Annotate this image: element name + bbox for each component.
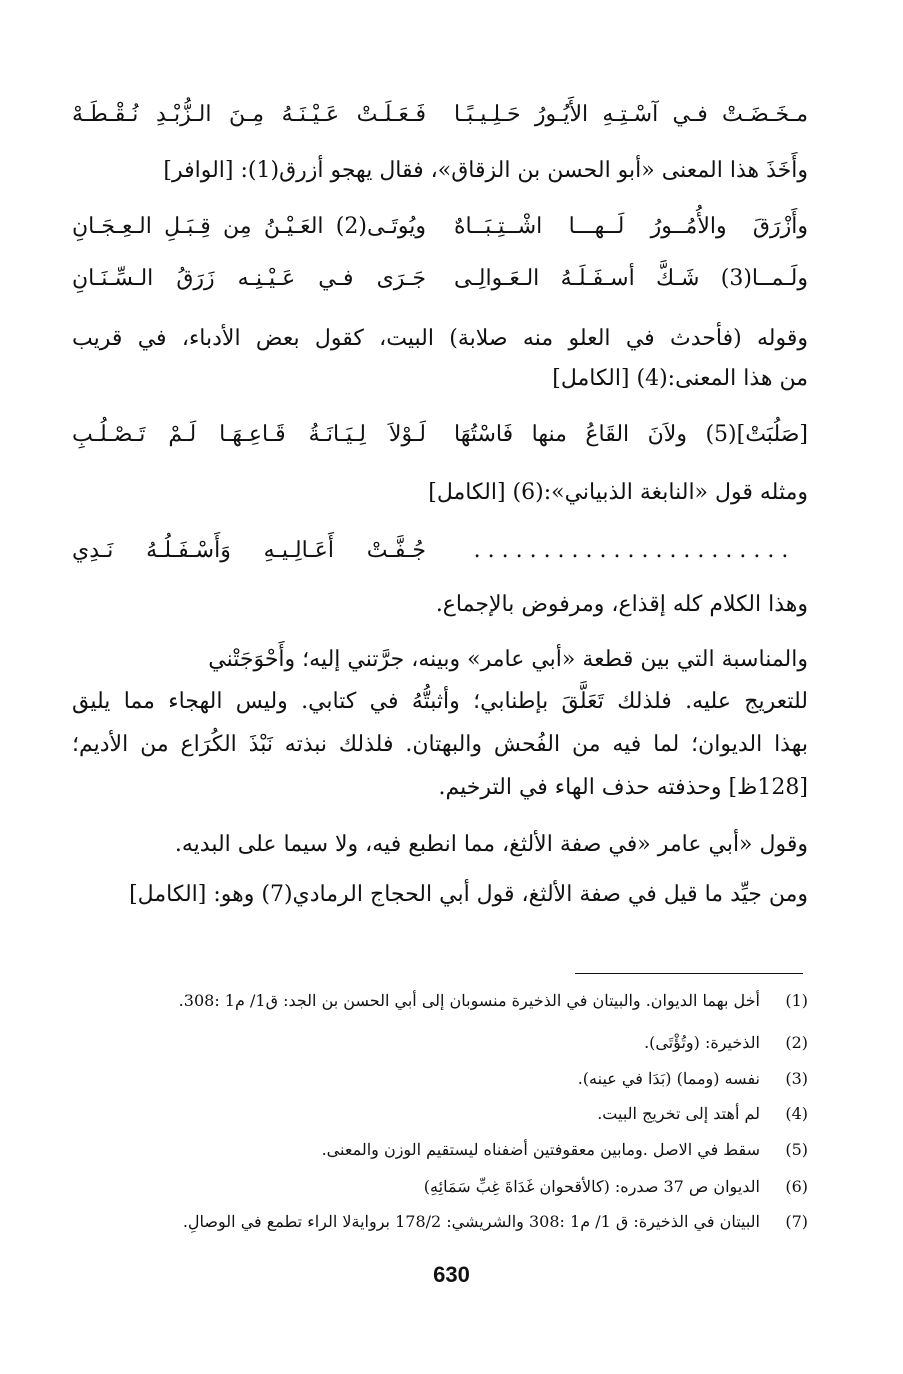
prose-line: وقوله (فأحدث في العلو منه صلابة) البيت، كقول بعض الأدباء، في قريب — [72, 326, 808, 351]
prose-line: ومن جيِّد ما قيل في صفة الألثغ، قول أبي الحجاج الرمادي(7) وهو: [الكامل] — [129, 882, 808, 907]
prose-line: ومثله قول «النابغة الذبياني»:(6) [الكامل] — [428, 480, 808, 505]
prose-line: وهذا الكلام كله إقذاع، ومرفوض بالإجماع. — [435, 592, 808, 617]
verse-line-5 — [72, 536, 808, 566]
footnote — [100, 1176, 808, 1198]
verse-line-4 — [72, 420, 808, 450]
footnote — [100, 1103, 808, 1125]
footnote-number: (6) — [785, 1177, 808, 1196]
footnote-text: أخل بهما الديوان. والبيتان في الذخيرة منسوبان إلى أبي الحسن بن الجد: ق1/ م1 :308. — [178, 991, 760, 1010]
prose-line: من هذا المعنى:(4) [الكامل] — [552, 366, 808, 391]
prose-line: بهذا الديوان؛ لما فيه من الفُحش والبهتان. فلذلك نبذته نَبْذَ الكُرَاع من الأديم؛ — [72, 732, 808, 757]
footnote-number: (7) — [785, 1212, 808, 1231]
verse-hemistich-second: لَـوْلاَ لِـيَـانَـةُ قَـاعِـهَـا لَـمْ تَـصْـلُـبِ — [72, 422, 426, 447]
footnote-number: (1) — [785, 991, 808, 1010]
verse-line-2 — [72, 212, 808, 242]
footnote-text: لم أهتد إلى تخريج البيت. — [597, 1104, 760, 1123]
footnote — [100, 990, 808, 1012]
footnote — [100, 1139, 808, 1161]
verse-hemistich-second: جَـرَى فـي عَـيْـنِـه زَرَقُ الـسِّـنَـانِ — [72, 266, 426, 291]
verse-hemistich-second: فَـعَـلَـتْ عَـيْـنَـهُ مِـنَ الـزُّبْـدِ نُـقْـطَـهْ — [72, 102, 426, 127]
footnote-number: (3) — [785, 1069, 808, 1088]
footnote-text: الذخيرة: (وتُؤْتَى). — [644, 1033, 760, 1052]
prose-line: والمناسبة التي بين قطعة «أبي عامر» وبينه، جرَّتني إليه؛ وأَحْوَجَتْني — [208, 647, 808, 672]
prose-line: وقول «أبي عامر «في صفة الألثغ، مما انطبع فيه، ولا سيما على البديه. — [174, 832, 808, 857]
footnote-separator — [575, 973, 803, 974]
footnote — [100, 1068, 808, 1090]
footnote-text: البيتان في الذخيرة: ق 1/ م1 :308 والشريشي: 178/2 بروايةلا الراء تطمع في الوصالِ. — [182, 1212, 760, 1231]
prose-line: وأَخَذَ هذا المعنى «أبو الحسن بن الزقاق»، فقال يهجو أزرق(1): [الوافر] — [163, 158, 808, 183]
footnote-number: (5) — [785, 1140, 808, 1159]
footnote-text: سقط في الاصل .ومابين معقوفتين أضفناه ليستقيم الوزن والمعنى. — [321, 1140, 760, 1159]
verse-hemistich-second: جُـفَّـتْ أَعَـالِـيـهِ وَأَسْـفَـلُـهُ نَـدِي — [72, 538, 426, 563]
verse-hemistich-first: . . . . . . . . . . . . . . . . . . . . . . . — [473, 538, 789, 563]
verse-hemistich-first: مـخَـضَـتْ فـي آسْـتِـهِ الأَيُـورُ حَـلِـيـبًـا — [454, 102, 808, 127]
footnote — [100, 1032, 808, 1054]
footnote-number: (4) — [785, 1104, 808, 1123]
verse-line-1 — [72, 100, 808, 130]
verse-hemistich-first: ولَـمــا(3) شَـكَّ أسـفَـلَـهُ الـعَـوالِـى — [454, 266, 808, 291]
verse-hemistich-first: وأَزْرَقَ والأُمُــورُ لَــهـــا اشْــتِـبَــاهٌ — [454, 214, 808, 239]
footnote — [100, 1211, 808, 1233]
footnote-text: نفسه (ومما) (بَدَا في عينه). — [577, 1069, 760, 1088]
verse-hemistich-second: ويُوتَـى(2) العَـيْـنُ مِن قِـبَـلِ الـعِـجَـانِ — [72, 214, 426, 239]
footnote-number: (2) — [785, 1033, 808, 1052]
prose-line: للتعريج عليه. فلذلك تَعَلَّقَ بإطنابي؛ وأثبتُّهُ في كتابي. وليس الهجاء مما يليق — [72, 689, 808, 714]
page-number: 630 — [433, 1262, 470, 1287]
prose-line: [128ظ] وحذفته حذف الهاء في الترخيم. — [438, 775, 808, 800]
verse-hemistich-first: [صَلُبَتْ](5) ولاَنَ القَاعُ منها فَاسْتُهَا — [454, 422, 808, 447]
footnote-text: الديوان ص 37 صدره: (كالأقحوان غَدَاةَ غِبِّ سَمَائِهِ) — [423, 1177, 760, 1196]
verse-line-3 — [72, 264, 808, 294]
